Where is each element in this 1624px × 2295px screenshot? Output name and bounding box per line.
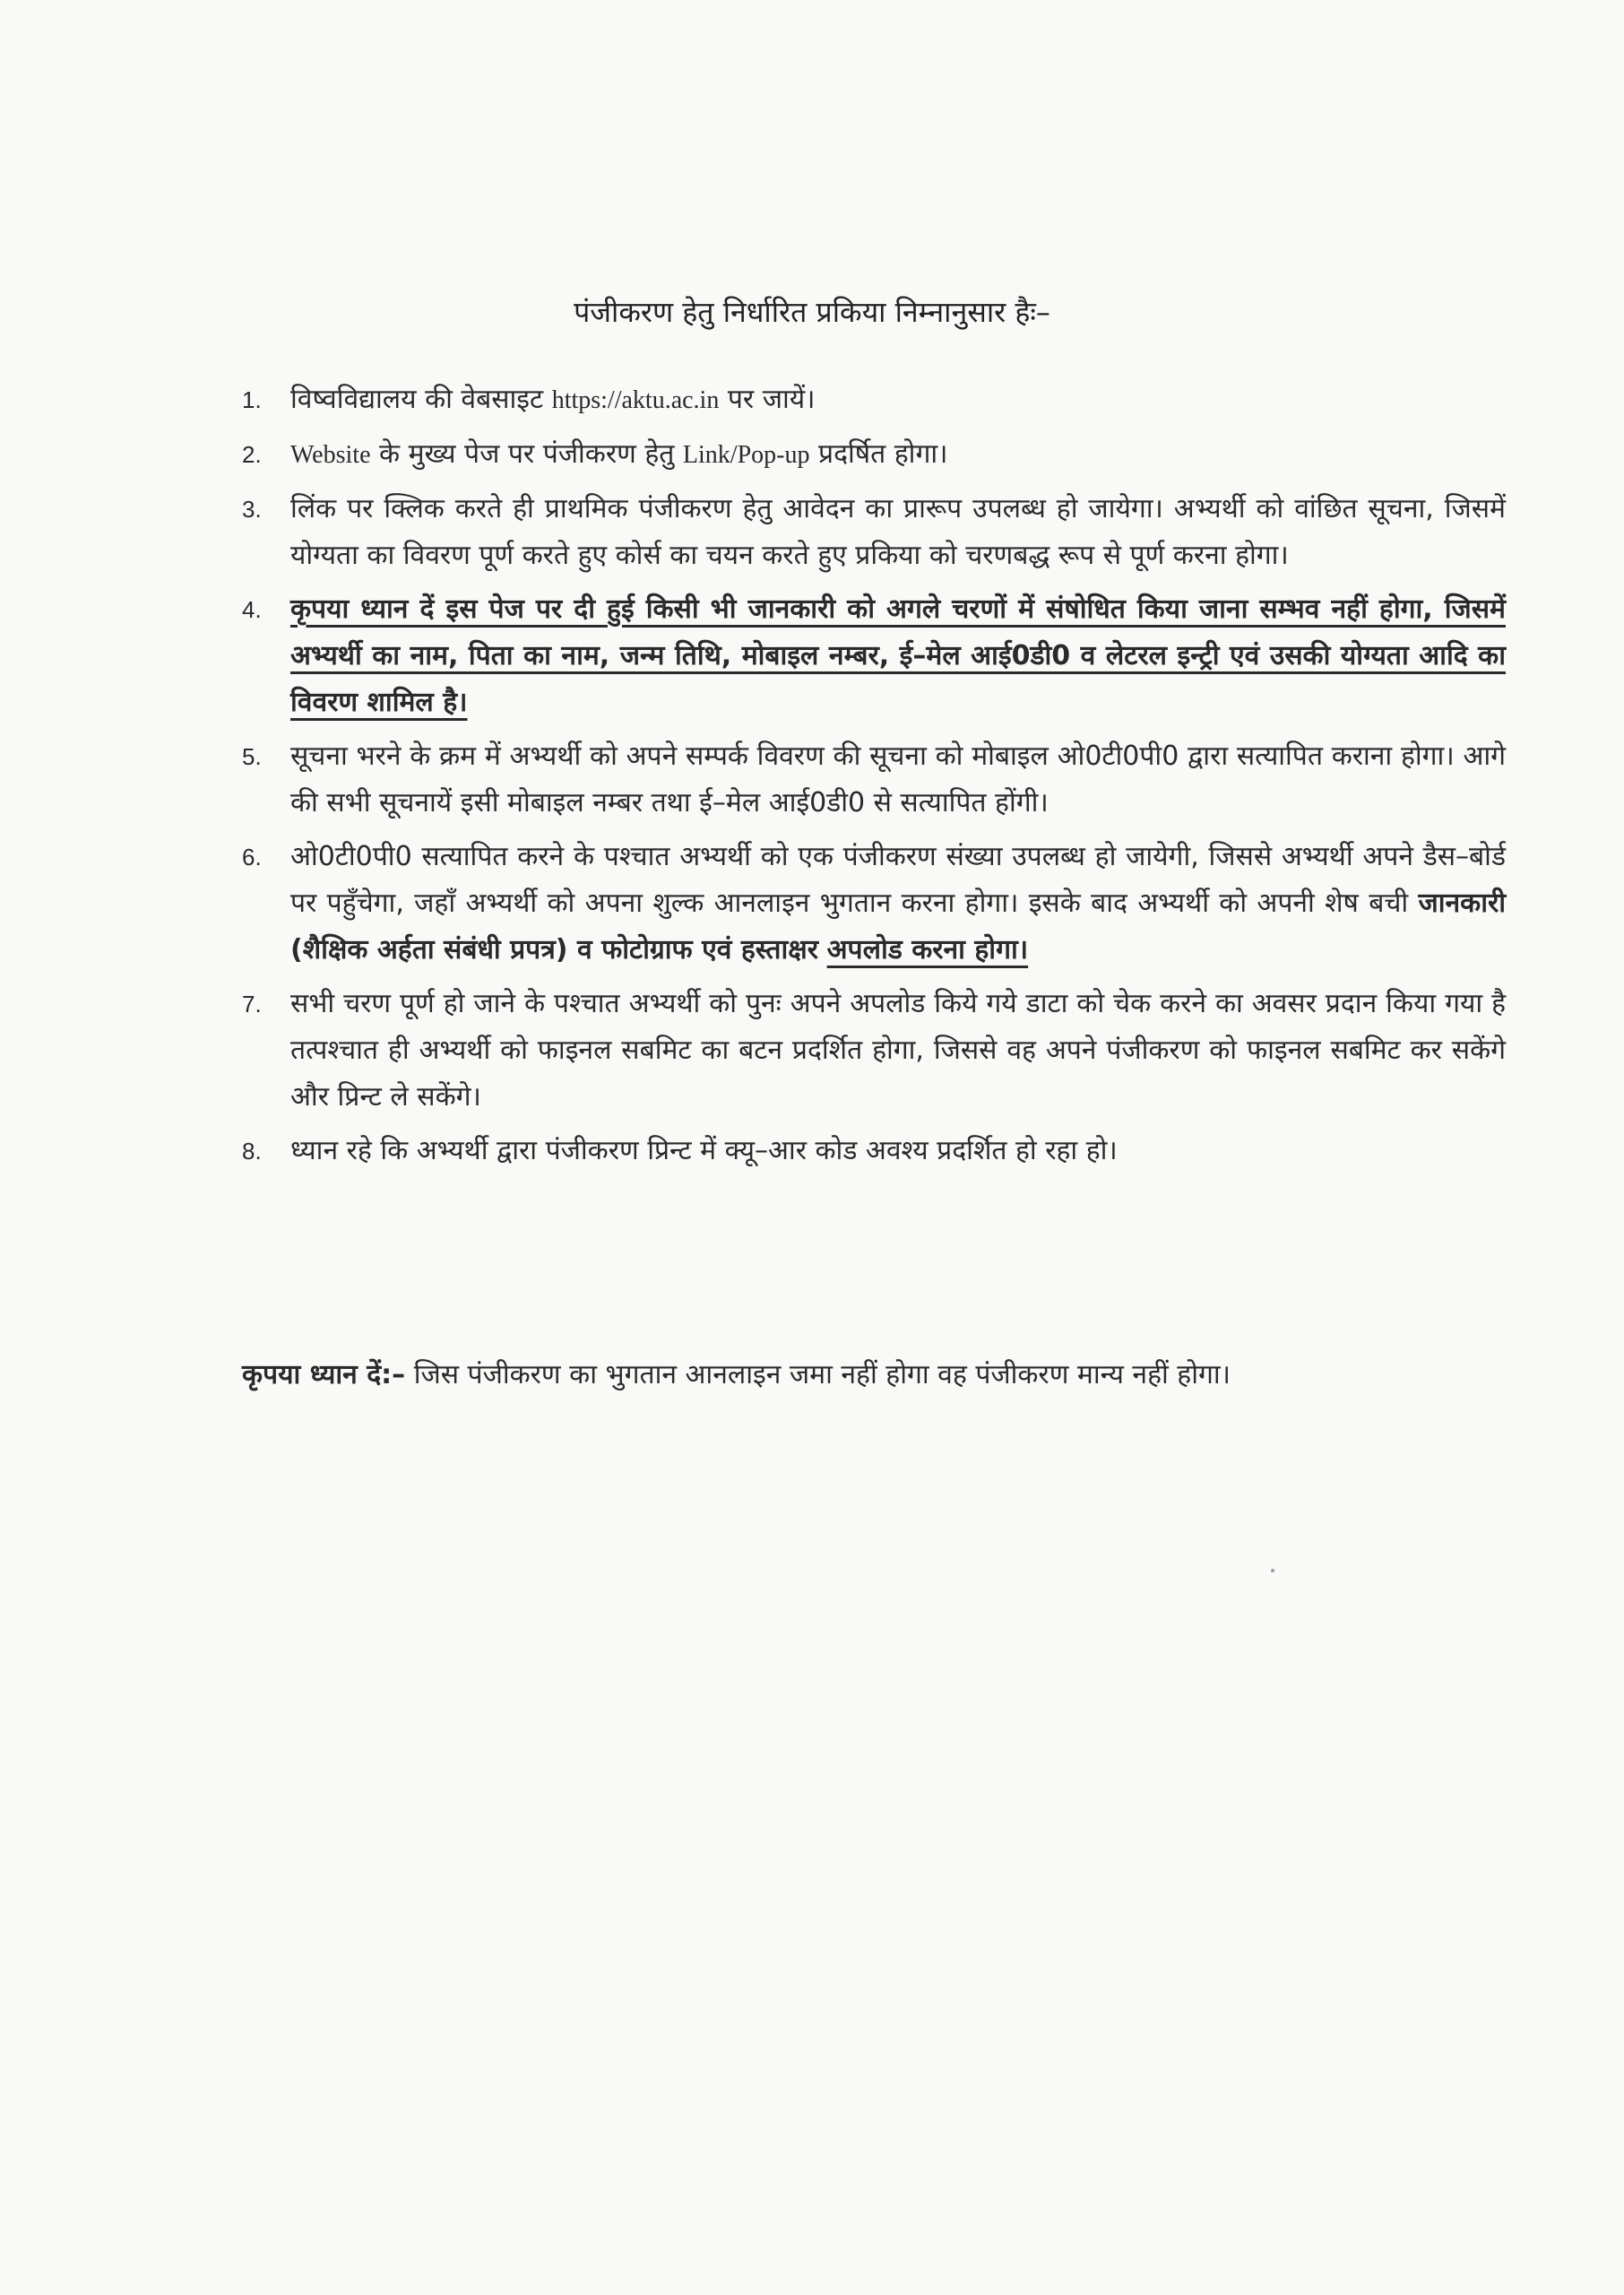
note-text: जिस पंजीकरण का भुगतान आनलाइन जमा नहीं होगा वह पंजीकरण मान्य नहीं होगा।: [405, 1359, 1231, 1390]
item-number: 4.: [242, 596, 262, 623]
item-bold-text: जानकारी (शैक्षिक अर्हता संबंधी प्रपत्र) व फोटोग्राफ एवं हस्ताक्षर: [290, 888, 1506, 966]
item-number: 5.: [242, 743, 262, 770]
item-text: सभी चरण पूर्ण हो जाने के पश्चात अभ्यर्थी को पुनः अपने अपलोड किये गये डाटा को चेक करने का अवसर प्रदान किया गया है तत्पश्चात ही अभ्यर्थी को फाइनल सबमिट का बटन प्रदर्शित होगा, जिससे वह अपने पंजीकरण को फाइनल सबमिट कर सकेंगे और प्रिन्ट ले सकेंगे।: [290, 988, 1506, 1113]
item-number: 1.: [242, 386, 262, 413]
item-number: 6.: [242, 844, 262, 870]
item-text: ध्यान रहे कि अभ्यर्थी द्वारा पंजीकरण प्रिन्ट में क्यू–आर कोड अवश्य प्रदर्शित हो रहा हो।: [290, 1135, 1118, 1166]
item-number: 2.: [242, 441, 262, 468]
item-number: 8.: [242, 1138, 262, 1165]
item-number: 3.: [242, 496, 262, 523]
website-url: https://aktu.ac.in: [551, 386, 720, 414]
item-latin-text: Website: [290, 441, 371, 469]
list-item: [242, 431, 1506, 479]
item-text: प्रदर्षित होगा।: [809, 438, 948, 470]
procedure-list: [242, 377, 1506, 1182]
list-item: [242, 981, 1506, 1121]
list-item: [242, 377, 1506, 424]
item-text: के मुख्य पेज पर पंजीकरण हेतु: [370, 438, 683, 470]
item-number: 7.: [242, 991, 262, 1018]
scan-speck: [1271, 1569, 1274, 1572]
item-text: विष्वविद्यालय की वेबसाइट: [290, 384, 552, 415]
important-notice-text: कृपया ध्यान दें इस पेज पर दी हुई किसी भी जानकारी को अगले चरणों में संषोधित किया जाना सम्भव नहीं होगा, जिसमें अभ्यर्थी का नाम, पिता का नाम, जन्म तिथि, मोबाइल नम्बर, ई–मेल आई0डी0 व लेटरल इन्ट्री एवं उसकी योग्यता आदि का विवरण शामिल है।: [290, 593, 1506, 718]
list-item: [242, 733, 1506, 827]
item-text: ओ0टी0पी0 सत्यापित करने के पश्चात अभ्यर्थी को एक पंजीकरण संख्या उपलब्ध हो जायेगी, जिससे अभ्यर्थी अपने डैस–बोर्ड पर पहुँचेगा, जहाँ अभ्यर्थी को अपना शुल्क आनलाइन भुगतान करना होगा। इसके बाद अभ्यर्थी को अपनी शेष बची: [290, 841, 1506, 919]
item-bold-underline-text: अपलोड करना होगा।: [826, 934, 1029, 966]
item-text: पर जायें।: [719, 384, 816, 415]
item-text: लिंक पर क्लिक करते ही प्राथमिक पंजीकरण हेतु आवेदन का प्रारूप उपलब्ध हो जायेगा। अभ्यर्थी को वांछित सूचना, जिसमें योग्यता का विवरण पूर्ण करते हुए कोर्स का चयन करते हुए प्रकिया को चरणबद्ध रूप से पूर्ण करना होगा।: [290, 493, 1506, 571]
list-item: [242, 1128, 1506, 1174]
list-item: [242, 586, 1506, 726]
note-label: कृपया ध्यान दें:–: [242, 1359, 406, 1390]
page-title: पंजीकरण हेतु निर्धारित प्रकिया निम्नानुसार हैः–: [574, 295, 1050, 329]
item-latin-text: Link/Pop-up: [682, 441, 810, 469]
item-text: सूचना भरने के क्रम में अभ्यर्थी को अपने सम्पर्क विवरण की सूचना को मोबाइल ओ0टी0पी0 द्वारा सत्यापित कराना होगा। आगे की सभी सूचनायें इसी मोबाइल नम्बर तथा ई–मेल आई0डी0 से सत्यापित होंगी।: [290, 740, 1506, 818]
list-item: [242, 834, 1506, 974]
footer-note: [242, 1352, 1515, 1399]
list-item: [242, 486, 1506, 579]
